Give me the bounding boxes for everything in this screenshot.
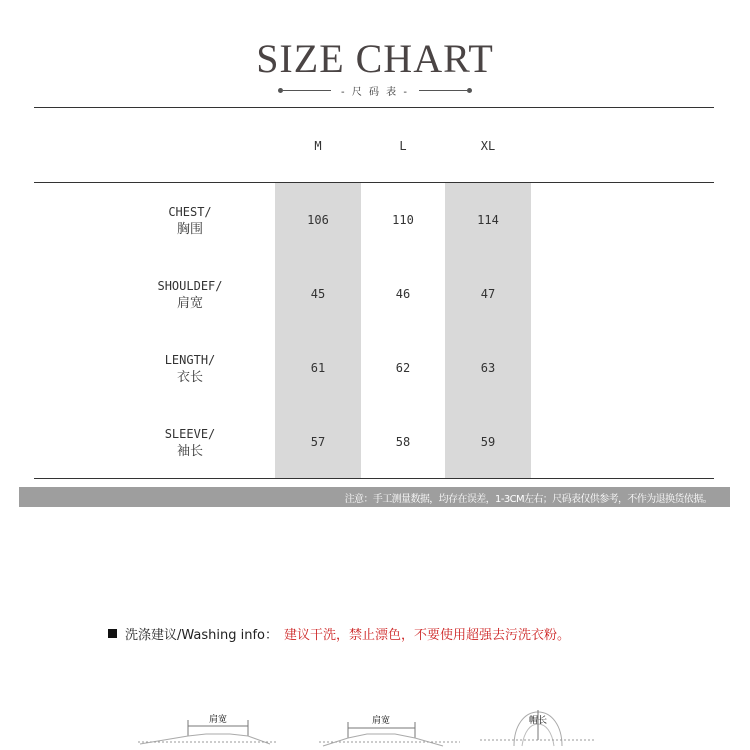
size-header-m: M — [314, 139, 322, 153]
table-cell: 62 — [395, 361, 411, 375]
subtitle-row — [0, 82, 750, 98]
measurement-note: 注意：手工测量数据，均存在误差，1-3CM左右；尺码表仅供参考，不作为退换货依据。 — [344, 494, 712, 505]
washing-text: 建议干洗，禁止漂色，不要使用超强去污洗衣粉。 — [284, 628, 571, 643]
shirt-diagram-2 — [315, 706, 465, 750]
row-label-length — [130, 351, 250, 387]
row-label-sleeve — [130, 425, 250, 461]
table-cell: 61 — [310, 361, 326, 375]
row-label-en: SHOULDEF/ — [157, 279, 223, 293]
size-header-l: L — [399, 139, 407, 153]
table-cell: 114 — [477, 213, 499, 227]
row-label-chest — [130, 203, 250, 239]
table-cell: 46 — [395, 287, 411, 301]
table-cell: 58 — [395, 435, 411, 449]
table-top-rule — [34, 107, 714, 108]
row-label-cn: 胸围 — [176, 222, 203, 237]
subtitle-dot-right — [467, 88, 472, 93]
washing-label: 洗涤建议/Washing info： — [125, 628, 278, 643]
subtitle: - 尺 码 表 - — [341, 86, 409, 98]
size-header-xl: XL — [480, 139, 496, 153]
table-cell: 45 — [310, 287, 326, 301]
note-bar — [19, 487, 730, 507]
table-cell: 57 — [310, 435, 326, 449]
table-bottom-rule — [34, 478, 714, 479]
row-label-en: LENGTH/ — [164, 353, 216, 367]
diagram-label: 帽长 — [528, 716, 548, 726]
row-label-cn: 衣长 — [176, 370, 203, 385]
diagram-label: 肩宽 — [208, 715, 228, 725]
hoodie-diagram — [478, 706, 598, 750]
table-header-rule — [34, 182, 714, 183]
row-label-cn: 袖长 — [176, 444, 203, 459]
table-cell: 59 — [480, 435, 496, 449]
page-title: SIZE CHART — [256, 36, 494, 81]
row-label-en: CHEST/ — [168, 205, 212, 219]
bullet-square-icon — [108, 629, 117, 638]
washing-info — [108, 624, 570, 643]
subtitle-line-right — [419, 90, 467, 91]
column-highlight-xl — [445, 183, 531, 478]
column-highlight-m — [275, 183, 361, 478]
shirt-diagram-1 — [130, 706, 280, 750]
row-label-cn: 肩宽 — [176, 296, 203, 311]
table-cell: 110 — [392, 213, 414, 227]
table-cell: 47 — [480, 287, 496, 301]
diagram-label: 肩宽 — [371, 716, 391, 726]
row-label-shoulder — [130, 277, 250, 313]
table-cell: 106 — [307, 213, 329, 227]
subtitle-line-left — [283, 90, 331, 91]
table-cell: 63 — [480, 361, 496, 375]
row-label-en: SLEEVE/ — [164, 427, 216, 441]
